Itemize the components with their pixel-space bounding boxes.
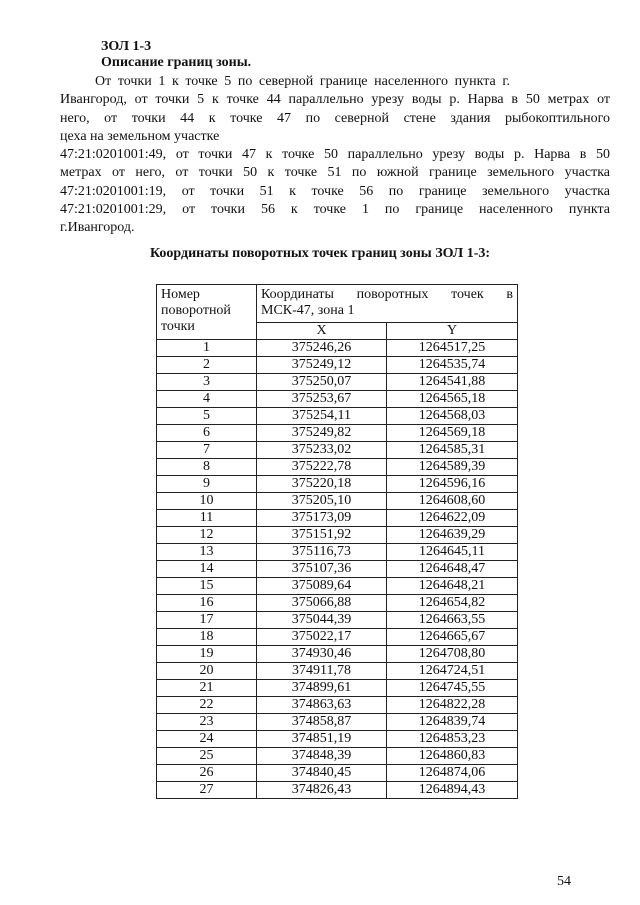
table-row bbox=[157, 629, 518, 646]
point-number-cell: 14 bbox=[157, 561, 257, 578]
header-coordinates-line: Координаты поворотных точек в bbox=[261, 287, 513, 302]
table-row bbox=[157, 714, 518, 731]
paragraph-line: метрах от него, от точки 50 к точке 51 по южной границе земельного участка bbox=[60, 165, 610, 180]
x-coordinate-cell: 374858,87 bbox=[257, 714, 387, 731]
y-coordinate-cell: 1264708,80 bbox=[387, 646, 518, 663]
y-coordinate-cell: 1264874,06 bbox=[387, 765, 518, 782]
x-coordinate-cell: 375044,39 bbox=[257, 612, 387, 629]
point-number-cell: 6 bbox=[157, 425, 257, 442]
table-title: Координаты поворотных точек границ зоны ЗОЛ 1-3: bbox=[149, 246, 491, 261]
page-number: 54 bbox=[557, 874, 571, 889]
x-coordinate-cell: 375173,09 bbox=[257, 510, 387, 527]
point-number-cell: 19 bbox=[157, 646, 257, 663]
point-number-cell: 7 bbox=[157, 442, 257, 459]
table-row bbox=[157, 731, 518, 748]
point-number-cell: 9 bbox=[157, 476, 257, 493]
table-row bbox=[157, 561, 518, 578]
y-coordinate-cell: 1264569,18 bbox=[387, 425, 518, 442]
table-header-row bbox=[157, 285, 518, 323]
y-coordinate-cell: 1264622,09 bbox=[387, 510, 518, 527]
y-coordinate-cell: 1264648,47 bbox=[387, 561, 518, 578]
x-coordinate-cell: 374863,63 bbox=[257, 697, 387, 714]
x-coordinate-cell: 375233,02 bbox=[257, 442, 387, 459]
point-number-cell: 11 bbox=[157, 510, 257, 527]
point-number-cell: 27 bbox=[157, 782, 257, 799]
y-coordinate-cell: 1264645,11 bbox=[387, 544, 518, 561]
point-number-cell: 15 bbox=[157, 578, 257, 595]
table-row bbox=[157, 391, 518, 408]
point-number-cell: 22 bbox=[157, 697, 257, 714]
paragraph-line: г.Ивангород. bbox=[60, 220, 135, 235]
x-coordinate-cell: 374911,78 bbox=[257, 663, 387, 680]
point-number-cell: 5 bbox=[157, 408, 257, 425]
x-coordinate-cell: 375116,73 bbox=[257, 544, 387, 561]
x-coordinate-cell: 375107,36 bbox=[257, 561, 387, 578]
point-number-cell: 3 bbox=[157, 374, 257, 391]
point-number-cell: 4 bbox=[157, 391, 257, 408]
table-row bbox=[157, 680, 518, 697]
point-number-cell: 24 bbox=[157, 731, 257, 748]
table-row bbox=[157, 340, 518, 357]
header-point-number: Номер поворотной точки bbox=[157, 285, 257, 340]
paragraph-line: Ивангород, от точки 5 к точке 44 параллельно урезу воды р. Нарва в 50 метрах от bbox=[60, 92, 610, 107]
point-number-cell: 26 bbox=[157, 765, 257, 782]
table-row bbox=[157, 612, 518, 629]
table-row bbox=[157, 663, 518, 680]
y-coordinate-cell: 1264596,16 bbox=[387, 476, 518, 493]
y-coordinate-cell: 1264568,03 bbox=[387, 408, 518, 425]
point-number-cell: 13 bbox=[157, 544, 257, 561]
zone-title: ЗОЛ 1-3 bbox=[101, 39, 152, 54]
x-coordinate-cell: 375066,88 bbox=[257, 595, 387, 612]
paragraph-line: него, от точки 44 к точке 47 по северной стене здания рыбокоптильного bbox=[60, 111, 610, 126]
y-coordinate-cell: 1264639,29 bbox=[387, 527, 518, 544]
point-number-cell: 10 bbox=[157, 493, 257, 510]
y-coordinate-cell: 1264535,74 bbox=[387, 357, 518, 374]
y-coordinate-cell: 1264745,55 bbox=[387, 680, 518, 697]
y-coordinate-cell: 1264724,51 bbox=[387, 663, 518, 680]
x-coordinate-cell: 375220,18 bbox=[257, 476, 387, 493]
table-row bbox=[157, 595, 518, 612]
point-number-cell: 2 bbox=[157, 357, 257, 374]
y-coordinate-cell: 1264585,31 bbox=[387, 442, 518, 459]
table-row bbox=[157, 459, 518, 476]
y-coordinate-cell: 1264663,55 bbox=[387, 612, 518, 629]
point-number-cell: 16 bbox=[157, 595, 257, 612]
x-coordinate-cell: 374851,19 bbox=[257, 731, 387, 748]
x-coordinate-cell: 374840,45 bbox=[257, 765, 387, 782]
table-row bbox=[157, 765, 518, 782]
y-coordinate-cell: 1264894,43 bbox=[387, 782, 518, 799]
description-heading: Описание границ зоны. bbox=[101, 55, 252, 70]
x-coordinate-cell: 375151,92 bbox=[257, 527, 387, 544]
paragraph-line: 47:21:0201001:49, от точки 47 к точке 50 параллельно урезу воды р. Нарва в 50 bbox=[60, 147, 610, 162]
y-coordinate-cell: 1264839,74 bbox=[387, 714, 518, 731]
table-body bbox=[157, 340, 518, 799]
y-coordinate-cell: 1264822,28 bbox=[387, 697, 518, 714]
x-coordinate-cell: 375250,07 bbox=[257, 374, 387, 391]
x-coordinate-cell: 375249,82 bbox=[257, 425, 387, 442]
table-row bbox=[157, 544, 518, 561]
paragraph-line: От точки 1 к точке 5 по северной границе населенного пункта г. bbox=[95, 74, 510, 89]
x-coordinate-cell: 375205,10 bbox=[257, 493, 387, 510]
table-row bbox=[157, 357, 518, 374]
x-coordinate-cell: 375253,67 bbox=[257, 391, 387, 408]
table-row bbox=[157, 578, 518, 595]
point-number-cell: 17 bbox=[157, 612, 257, 629]
paragraph-line: 47:21:0201001:29, от точки 56 к точке 1 по границе населенного пункта bbox=[60, 202, 610, 217]
paragraph-line: 47:21:0201001:19, от точки 51 к точке 56 по границе земельного участка bbox=[60, 184, 610, 199]
table-row bbox=[157, 782, 518, 799]
point-number-cell: 21 bbox=[157, 680, 257, 697]
x-coordinate-cell: 374848,39 bbox=[257, 748, 387, 765]
header-coordinates: Координаты поворотных точек в МСК-47, зона 1 bbox=[257, 285, 518, 323]
table-row bbox=[157, 493, 518, 510]
point-number-cell: 8 bbox=[157, 459, 257, 476]
table-row bbox=[157, 510, 518, 527]
point-number-cell: 20 bbox=[157, 663, 257, 680]
point-number-cell: 12 bbox=[157, 527, 257, 544]
x-coordinate-cell: 375089,64 bbox=[257, 578, 387, 595]
point-number-cell: 25 bbox=[157, 748, 257, 765]
coordinates-table bbox=[156, 284, 518, 799]
y-coordinate-cell: 1264589,39 bbox=[387, 459, 518, 476]
y-coordinate-cell: 1264608,60 bbox=[387, 493, 518, 510]
y-coordinate-cell: 1264654,82 bbox=[387, 595, 518, 612]
y-coordinate-cell: 1264860,83 bbox=[387, 748, 518, 765]
x-coordinate-cell: 375022,17 bbox=[257, 629, 387, 646]
x-coordinate-cell: 375254,11 bbox=[257, 408, 387, 425]
y-coordinate-cell: 1264541,88 bbox=[387, 374, 518, 391]
x-coordinate-cell: 375246,26 bbox=[257, 340, 387, 357]
point-number-cell: 18 bbox=[157, 629, 257, 646]
point-number-cell: 23 bbox=[157, 714, 257, 731]
table-row bbox=[157, 697, 518, 714]
header-y: Y bbox=[387, 323, 518, 340]
y-coordinate-cell: 1264517,25 bbox=[387, 340, 518, 357]
header-x: X bbox=[257, 323, 387, 340]
table-row bbox=[157, 442, 518, 459]
table-row bbox=[157, 374, 518, 391]
x-coordinate-cell: 374899,61 bbox=[257, 680, 387, 697]
x-coordinate-cell: 374826,43 bbox=[257, 782, 387, 799]
table-row bbox=[157, 425, 518, 442]
point-number-cell: 1 bbox=[157, 340, 257, 357]
x-coordinate-cell: 375249,12 bbox=[257, 357, 387, 374]
paragraph-line: цеха на земельном участке bbox=[60, 129, 220, 144]
table-row bbox=[157, 646, 518, 663]
x-coordinate-cell: 374930,46 bbox=[257, 646, 387, 663]
x-coordinate-cell: 375222,78 bbox=[257, 459, 387, 476]
y-coordinate-cell: 1264648,21 bbox=[387, 578, 518, 595]
table-row bbox=[157, 476, 518, 493]
table-row bbox=[157, 408, 518, 425]
table-row bbox=[157, 527, 518, 544]
y-coordinate-cell: 1264665,67 bbox=[387, 629, 518, 646]
y-coordinate-cell: 1264853,23 bbox=[387, 731, 518, 748]
table-row bbox=[157, 748, 518, 765]
y-coordinate-cell: 1264565,18 bbox=[387, 391, 518, 408]
